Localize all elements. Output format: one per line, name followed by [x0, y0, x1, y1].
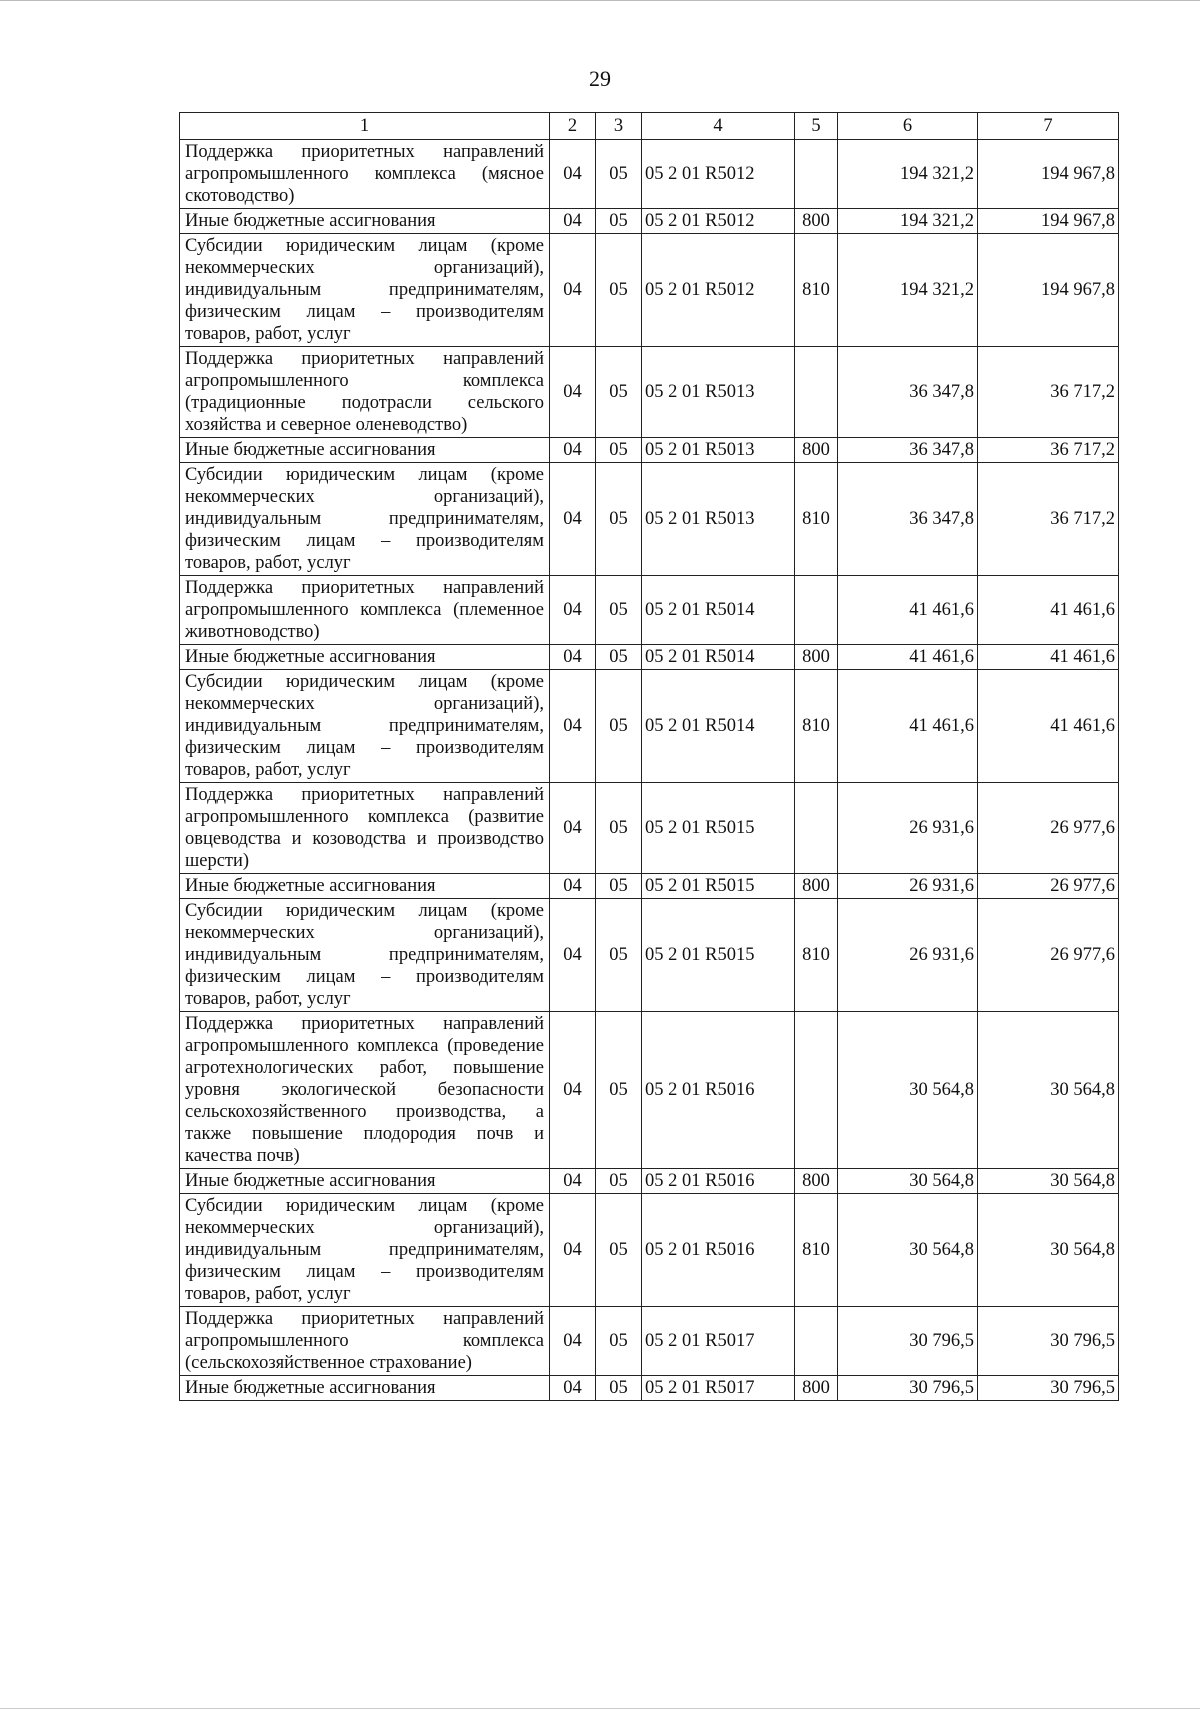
- row-name-cell: Иные бюджетные ассигнования: [180, 1169, 550, 1194]
- target-code-cell: 05 2 01 R5012: [642, 209, 795, 234]
- subsection-cell: 05: [596, 670, 642, 783]
- expense-type-cell: [795, 140, 838, 209]
- target-code-cell: 05 2 01 R5016: [642, 1169, 795, 1194]
- row-name-cell: Субсидии юридическим лицам (кроме некоммерческих организаций), индивидуальным предпринимателям, физическим лицам – производителям товаров, работ, услуг: [180, 1194, 550, 1307]
- amount-col6-cell: 26 931,6: [838, 783, 978, 874]
- amount-col6-cell: 194 321,2: [838, 209, 978, 234]
- column-header: 2: [550, 113, 596, 140]
- subsection-cell: 05: [596, 1012, 642, 1169]
- section-cell: 04: [550, 670, 596, 783]
- subsection-cell: 05: [596, 438, 642, 463]
- table-row: [180, 899, 1119, 1012]
- row-name-cell: Субсидии юридическим лицам (кроме некоммерческих организаций), индивидуальным предпринимателям, физическим лицам – производителям товаров, работ, услуг: [180, 899, 550, 1012]
- expense-type-cell: 800: [795, 209, 838, 234]
- table-row: [180, 438, 1119, 463]
- section-cell: 04: [550, 576, 596, 645]
- expense-type-cell: 810: [795, 463, 838, 576]
- amount-col6-cell: 41 461,6: [838, 670, 978, 783]
- column-header: 4: [642, 113, 795, 140]
- subsection-cell: 05: [596, 1376, 642, 1401]
- amount-col7-cell: 36 717,2: [978, 463, 1119, 576]
- section-cell: 04: [550, 1012, 596, 1169]
- table-row: [180, 1012, 1119, 1169]
- table-row: [180, 576, 1119, 645]
- table-row: [180, 670, 1119, 783]
- section-cell: 04: [550, 645, 596, 670]
- expense-type-cell: 810: [795, 234, 838, 347]
- row-name-cell: Иные бюджетные ассигнования: [180, 1376, 550, 1401]
- target-code-cell: 05 2 01 R5013: [642, 347, 795, 438]
- section-cell: 04: [550, 783, 596, 874]
- target-code-cell: 05 2 01 R5017: [642, 1307, 795, 1376]
- table-row: [180, 209, 1119, 234]
- subsection-cell: 05: [596, 645, 642, 670]
- row-name-cell: Поддержка приоритетных направлений агропромышленного комплекса (проведение агротехнологических работ, повышение уровня экологической безопасности сельскохозяйственного производства, а также повышение плодородия почв и качества почв): [180, 1012, 550, 1169]
- table-row: [180, 1169, 1119, 1194]
- target-code-cell: 05 2 01 R5016: [642, 1194, 795, 1307]
- expense-type-cell: 800: [795, 1376, 838, 1401]
- row-name-cell: Иные бюджетные ассигнования: [180, 874, 550, 899]
- section-cell: 04: [550, 1376, 596, 1401]
- amount-col7-cell: 36 717,2: [978, 438, 1119, 463]
- expense-type-cell: [795, 1012, 838, 1169]
- subsection-cell: 05: [596, 783, 642, 874]
- amount-col7-cell: 26 977,6: [978, 783, 1119, 874]
- table-body: [180, 140, 1119, 1401]
- amount-col7-cell: 30 796,5: [978, 1307, 1119, 1376]
- section-cell: 04: [550, 140, 596, 209]
- target-code-cell: 05 2 01 R5013: [642, 438, 795, 463]
- amount-col7-cell: 41 461,6: [978, 576, 1119, 645]
- table-row: [180, 874, 1119, 899]
- subsection-cell: 05: [596, 1194, 642, 1307]
- table-row: [180, 1194, 1119, 1307]
- amount-col6-cell: 194 321,2: [838, 234, 978, 347]
- section-cell: 04: [550, 899, 596, 1012]
- row-name-cell: Поддержка приоритетных направлений агропромышленного комплекса (традиционные подотрасли сельского хозяйства и северное оленеводство): [180, 347, 550, 438]
- amount-col7-cell: 30 796,5: [978, 1376, 1119, 1401]
- expense-type-cell: 800: [795, 645, 838, 670]
- table-row: [180, 645, 1119, 670]
- column-header: 3: [596, 113, 642, 140]
- expense-type-cell: 800: [795, 874, 838, 899]
- expense-type-cell: [795, 1307, 838, 1376]
- scan-bottom-edge: [0, 1708, 1200, 1709]
- target-code-cell: 05 2 01 R5012: [642, 140, 795, 209]
- scan-top-edge: [0, 0, 1200, 5]
- column-header: 1: [180, 113, 550, 140]
- target-code-cell: 05 2 01 R5014: [642, 645, 795, 670]
- column-header: 6: [838, 113, 978, 140]
- subsection-cell: 05: [596, 234, 642, 347]
- amount-col7-cell: 30 564,8: [978, 1169, 1119, 1194]
- table-row: [180, 1376, 1119, 1401]
- subsection-cell: 05: [596, 576, 642, 645]
- header-row: [180, 113, 1119, 140]
- table-row: [180, 140, 1119, 209]
- amount-col7-cell: 194 967,8: [978, 140, 1119, 209]
- row-name-cell: Субсидии юридическим лицам (кроме некоммерческих организаций), индивидуальным предпринимателям, физическим лицам – производителям товаров, работ, услуг: [180, 670, 550, 783]
- subsection-cell: 05: [596, 1307, 642, 1376]
- target-code-cell: 05 2 01 R5012: [642, 234, 795, 347]
- expense-type-cell: 810: [795, 670, 838, 783]
- amount-col7-cell: 30 564,8: [978, 1194, 1119, 1307]
- section-cell: 04: [550, 209, 596, 234]
- amount-col6-cell: 26 931,6: [838, 899, 978, 1012]
- amount-col6-cell: 194 321,2: [838, 140, 978, 209]
- amount-col7-cell: 41 461,6: [978, 645, 1119, 670]
- row-name-cell: Поддержка приоритетных направлений агропромышленного комплекса (племенное животноводство): [180, 576, 550, 645]
- section-cell: 04: [550, 234, 596, 347]
- row-name-cell: Иные бюджетные ассигнования: [180, 645, 550, 670]
- row-name-cell: Субсидии юридическим лицам (кроме некоммерческих организаций), индивидуальным предпринимателям, физическим лицам – производителям товаров, работ, услуг: [180, 234, 550, 347]
- amount-col6-cell: 30 796,5: [838, 1376, 978, 1401]
- row-name-cell: Поддержка приоритетных направлений агропромышленного комплекса (сельскохозяйственное страхование): [180, 1307, 550, 1376]
- column-header: 5: [795, 113, 838, 140]
- subsection-cell: 05: [596, 140, 642, 209]
- section-cell: 04: [550, 874, 596, 899]
- subsection-cell: 05: [596, 899, 642, 1012]
- subsection-cell: 05: [596, 1169, 642, 1194]
- expense-type-cell: [795, 576, 838, 645]
- row-name-cell: Субсидии юридическим лицам (кроме некоммерческих организаций), индивидуальным предпринимателям, физическим лицам – производителям товаров, работ, услуг: [180, 463, 550, 576]
- target-code-cell: 05 2 01 R5015: [642, 874, 795, 899]
- column-header: 7: [978, 113, 1119, 140]
- page-number: 29: [589, 66, 611, 91]
- expense-type-cell: 810: [795, 899, 838, 1012]
- expense-type-cell: 800: [795, 438, 838, 463]
- target-code-cell: 05 2 01 R5013: [642, 463, 795, 576]
- amount-col7-cell: 194 967,8: [978, 209, 1119, 234]
- amount-col6-cell: 30 564,8: [838, 1194, 978, 1307]
- table-row: [180, 347, 1119, 438]
- section-cell: 04: [550, 1169, 596, 1194]
- amount-col7-cell: 30 564,8: [978, 1012, 1119, 1169]
- amount-col6-cell: 41 461,6: [838, 576, 978, 645]
- row-name-cell: Иные бюджетные ассигнования: [180, 209, 550, 234]
- amount-col6-cell: 30 564,8: [838, 1169, 978, 1194]
- table-row: [180, 463, 1119, 576]
- subsection-cell: 05: [596, 209, 642, 234]
- target-code-cell: 05 2 01 R5015: [642, 783, 795, 874]
- target-code-cell: 05 2 01 R5014: [642, 670, 795, 783]
- expense-type-cell: 810: [795, 1194, 838, 1307]
- section-cell: 04: [550, 463, 596, 576]
- target-code-cell: 05 2 01 R5016: [642, 1012, 795, 1169]
- section-cell: 04: [550, 438, 596, 463]
- section-cell: 04: [550, 1194, 596, 1307]
- amount-col6-cell: 41 461,6: [838, 645, 978, 670]
- amount-col6-cell: 30 796,5: [838, 1307, 978, 1376]
- expense-type-cell: [795, 347, 838, 438]
- amount-col7-cell: 26 977,6: [978, 899, 1119, 1012]
- row-name-cell: Поддержка приоритетных направлений агропромышленного комплекса (развитие овцеводства и козоводства и производство шерсти): [180, 783, 550, 874]
- section-cell: 04: [550, 347, 596, 438]
- amount-col6-cell: 30 564,8: [838, 1012, 978, 1169]
- expense-type-cell: [795, 783, 838, 874]
- section-cell: 04: [550, 1307, 596, 1376]
- budget-table: [179, 112, 1119, 1401]
- amount-col7-cell: 194 967,8: [978, 234, 1119, 347]
- row-name-cell: Поддержка приоритетных направлений агропромышленного комплекса (мясное скотоводство): [180, 140, 550, 209]
- table-row: [180, 783, 1119, 874]
- target-code-cell: 05 2 01 R5015: [642, 899, 795, 1012]
- subsection-cell: 05: [596, 347, 642, 438]
- target-code-cell: 05 2 01 R5014: [642, 576, 795, 645]
- table-header: [180, 113, 1119, 140]
- amount-col7-cell: 36 717,2: [978, 347, 1119, 438]
- amount-col7-cell: 41 461,6: [978, 670, 1119, 783]
- target-code-cell: 05 2 01 R5017: [642, 1376, 795, 1401]
- amount-col6-cell: 26 931,6: [838, 874, 978, 899]
- amount-col6-cell: 36 347,8: [838, 347, 978, 438]
- subsection-cell: 05: [596, 463, 642, 576]
- expense-type-cell: 800: [795, 1169, 838, 1194]
- table-row: [180, 234, 1119, 347]
- amount-col7-cell: 26 977,6: [978, 874, 1119, 899]
- table-row: [180, 1307, 1119, 1376]
- amount-col6-cell: 36 347,8: [838, 463, 978, 576]
- subsection-cell: 05: [596, 874, 642, 899]
- row-name-cell: Иные бюджетные ассигнования: [180, 438, 550, 463]
- amount-col6-cell: 36 347,8: [838, 438, 978, 463]
